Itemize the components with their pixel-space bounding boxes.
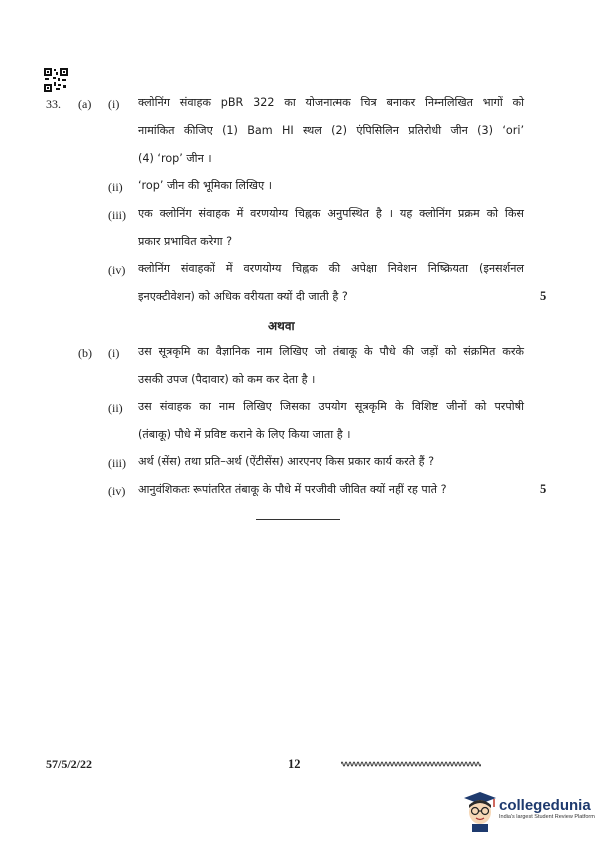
brand-block: [499, 797, 595, 820]
mascot-logo-icon: [462, 790, 498, 832]
question-number: 33.: [46, 97, 61, 111]
b-iii-line-1: अर्थ (सेंस) तथा प्रति–अर्थ (ऐंटीसेंस) आरएनए किस प्रकार कार्य करते हैं ?: [138, 455, 435, 468]
page-number: 12: [288, 757, 301, 771]
a-iv-label: (iv): [108, 263, 126, 277]
b-ii-label: (ii): [108, 401, 123, 415]
b-ii-line-1: उस संवाहक का नाम लिखिए जिसका उपयोग सूत्रकृमि के विशिष्ट जीनों को परपोषी: [138, 400, 524, 413]
a-iii-label: (iii): [108, 208, 126, 222]
part-a-marks: 5: [540, 289, 547, 303]
b-i-line-2: उसकी उपज (पैदावार) को कम कर देता है ।: [138, 373, 316, 386]
a-iv-line-1: क्लोनिंग संवाहकों में वरणयोग्य चिह्नक की अपेक्षा निवेशन निष्क्रियता (इनसर्शनल: [138, 262, 524, 275]
part-b-marks: 5: [540, 482, 547, 496]
a-i-line-1: क्लोनिंग संवाहक pBR 322 का योजनात्मक चित्र बनाकर निम्नलिखित भागों को: [138, 96, 524, 109]
end-of-question-rule: [256, 519, 340, 520]
a-i-line-3: (4) ‘rop’ जीन ।: [138, 152, 212, 165]
a-i-line-2: नामांकित कीजिए (1) Bam HI स्थल (2) एंपिसिलिन प्रतिरोधी जीन (3) ‘ori’: [138, 124, 524, 137]
or-heading: अथवा: [268, 319, 295, 333]
brand-name: collegedunia: [499, 797, 591, 814]
brand-tagline: India's largest Student Review Platform: [499, 814, 595, 820]
b-iv-label: (iv): [108, 484, 126, 498]
b-iv-line-1: आनुवंशिकतः रूपांतरित तंबाकू के पौधे में परजीवी जीवित क्यों नहीं रह पाते ?: [138, 483, 447, 496]
b-iii-label: (iii): [108, 456, 126, 470]
part-b-label: (b): [78, 346, 92, 360]
a-iii-line-2: प्रकार प्रभावित करेगा ?: [138, 235, 233, 248]
b-ii-line-2: (तंबाकू) पौधे में प्रविष्ट कराने के लिए किया जाता है ।: [138, 428, 351, 441]
part-a-label: (a): [78, 97, 92, 111]
qr-code-icon: [44, 68, 68, 92]
a-iii-line-1: एक क्लोनिंग संवाहक में वरणयोग्य चिह्नक अनुपस्थित है । यह क्लोनिंग प्रक्रम को किस: [138, 207, 524, 220]
a-i-label: (i): [108, 97, 120, 111]
paper-code: 57/5/2/22: [46, 757, 93, 771]
a-iv-line-2: इनएक्टीवेशन) को अधिक वरीयता क्यों दी जाती है ?: [138, 290, 348, 303]
b-i-line-1: उस सूत्रकृमि का वैज्ञानिक नाम लिखिए जो तंबाकू के पौधे की जड़ों को संक्रमित करके: [138, 345, 524, 358]
b-i-label: (i): [108, 346, 120, 360]
wavy-line-icon: [341, 759, 481, 769]
a-ii-label: (ii): [108, 180, 123, 194]
a-ii-line-1: ‘rop’ जीन की भूमिका लिखिए ।: [138, 179, 272, 192]
